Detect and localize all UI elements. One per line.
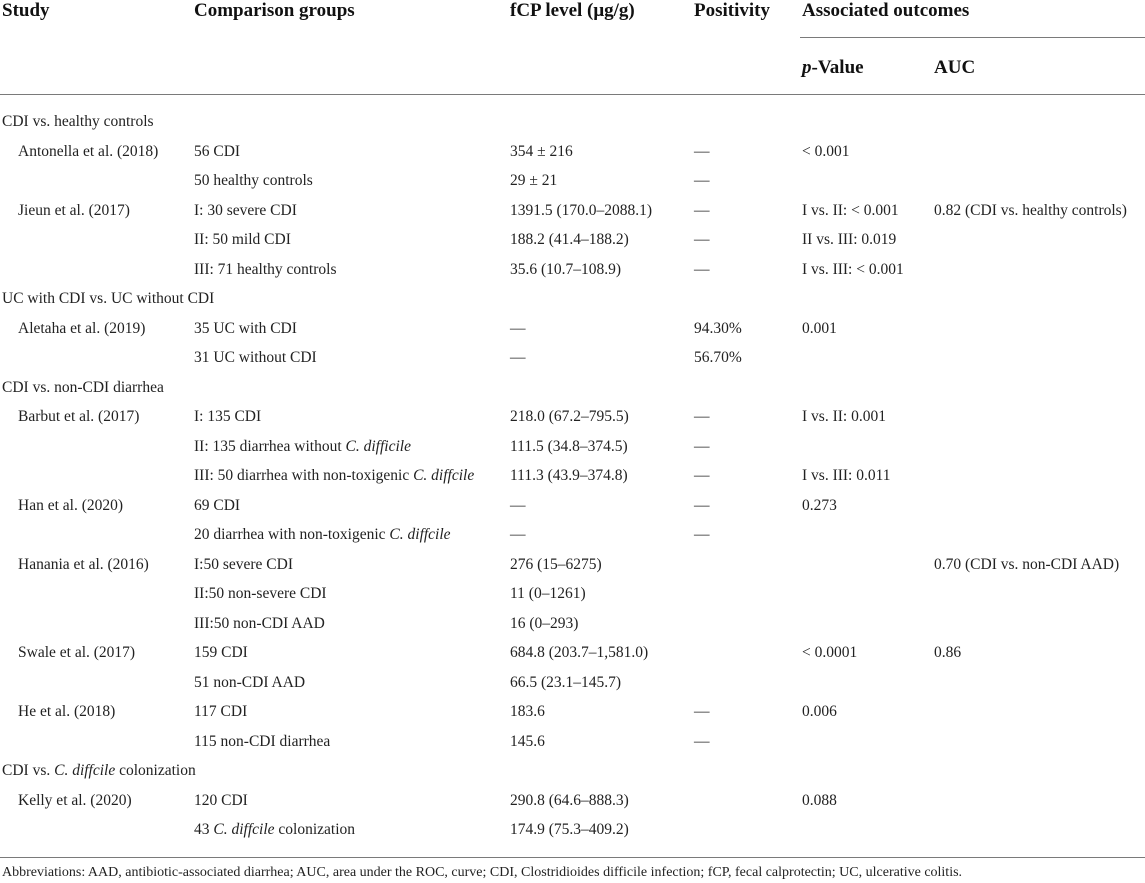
- text-segment: 56 CDI: [194, 142, 241, 160]
- p-value-cell: I vs. II: < 0.001: [802, 201, 899, 219]
- italic-organism-name: C. difficile: [345, 437, 411, 455]
- comparison-group-cell: [194, 225, 291, 254]
- table-row: [0, 196, 1145, 225]
- section-row: [0, 756, 1145, 785]
- p-value-cell: 0.006: [802, 703, 837, 720]
- text-segment: III: 71 healthy controls: [194, 260, 337, 278]
- auc-cell: 0.82 (CDI vs. healthy controls): [934, 201, 1127, 219]
- text-segment: colonization: [274, 821, 356, 838]
- comparison-group-cell: [194, 815, 355, 844]
- comparison-group-cell: [194, 550, 293, 579]
- comparison-group-cell: [194, 343, 317, 372]
- comparison-group-cell: [194, 697, 247, 726]
- section-row: [0, 107, 1145, 136]
- text-segment: III: 50 diarrhea with non-toxigenic: [194, 467, 414, 484]
- fcp-level-cell: 29 ± 21: [510, 172, 558, 189]
- section-label: [2, 284, 214, 313]
- table-row: [0, 609, 1145, 638]
- table-row: [0, 255, 1145, 284]
- section-row: [0, 284, 1145, 313]
- section-row: [0, 373, 1145, 402]
- text-segment: UC with CDI vs. UC without CDI: [2, 290, 215, 307]
- fcp-level-cell: 1391.5 (170.0–2088.1): [510, 201, 653, 219]
- header-associated-outcomes: Associated outcomes: [802, 0, 970, 21]
- italic-organism-name: C. diffcile: [413, 467, 475, 484]
- text-segment: II:50 non-severe CDI: [194, 585, 327, 602]
- p-value-cell: I vs. II: 0.001: [802, 408, 886, 425]
- text-segment: 20 diarrhea with non-toxigenic: [194, 526, 390, 543]
- table-row: [0, 491, 1145, 520]
- fcp-level-cell: 174.9 (75.3–409.2): [510, 821, 629, 838]
- p-value-cell: 0.001: [802, 319, 837, 337]
- positivity-cell: —: [694, 496, 710, 514]
- study-cell: He et al. (2018): [18, 703, 116, 720]
- header-study: Study: [2, 0, 50, 21]
- text-segment: I:50 severe CDI: [194, 555, 293, 573]
- text-segment: 115 non-CDI diarrhea: [194, 732, 331, 750]
- text-segment: III:50 non-CDI AAD: [194, 614, 325, 632]
- text-segment: 35 UC with CDI: [194, 319, 297, 337]
- fcp-level-cell: —: [510, 526, 526, 543]
- fcp-level-cell: 16 (0–293): [510, 614, 579, 632]
- fcp-level-cell: —: [510, 496, 526, 514]
- text-segment: II: 135 diarrhea without: [194, 437, 346, 455]
- positivity-cell: 94.30%: [694, 319, 742, 337]
- text-segment: 120 CDI: [194, 791, 248, 809]
- study-cell: Aletaha et al. (2019): [18, 319, 146, 337]
- study-cell: Jieun et al. (2017): [18, 201, 130, 219]
- fcp-level-cell: 218.0 (67.2–795.5): [510, 408, 629, 425]
- comparison-group-cell: [194, 402, 261, 431]
- table-row: [0, 402, 1145, 431]
- table-row: [0, 638, 1145, 667]
- text-segment: 43: [194, 821, 214, 838]
- fcp-level-cell: 111.3 (43.9–374.8): [510, 467, 628, 484]
- comparison-group-cell: [194, 314, 297, 343]
- fcp-level-cell: 188.2 (41.4–188.2): [510, 231, 629, 248]
- header-auc: AUC: [934, 57, 976, 78]
- auc-cell: 0.70 (CDI vs. non-CDI AAD): [934, 555, 1120, 573]
- fcp-level-cell: —: [510, 349, 526, 366]
- study-cell: Kelly et al. (2020): [18, 791, 132, 809]
- study-cell: Hanania et al. (2016): [18, 555, 149, 573]
- comparison-group-cell: [194, 166, 313, 195]
- comparison-group-cell: [194, 579, 327, 608]
- table-row: [0, 225, 1145, 254]
- comparison-group-cell: [194, 137, 240, 166]
- header-positivity: Positivity: [694, 0, 770, 21]
- comparison-group-cell: [194, 609, 325, 638]
- table-row: [0, 343, 1145, 372]
- study-cell: Antonella et al. (2018): [18, 142, 159, 160]
- study-cell: Barbut et al. (2017): [18, 408, 140, 425]
- p-value-cell: I vs. III: 0.011: [802, 467, 891, 484]
- positivity-cell: —: [694, 437, 710, 455]
- section-label: [2, 107, 154, 136]
- italic-organism-name: C. diffcile: [389, 526, 451, 543]
- positivity-cell: —: [694, 408, 710, 425]
- header-bottom-rule: [0, 94, 1145, 95]
- comparison-group-cell: [194, 668, 305, 697]
- text-segment: II: 50 mild CDI: [194, 231, 291, 248]
- fcp-level-cell: 354 ± 216: [510, 142, 573, 160]
- fcp-level-cell: 145.6: [510, 732, 545, 750]
- positivity-cell: —: [694, 260, 710, 278]
- header-subrule: [800, 37, 1145, 38]
- positivity-cell: —: [694, 142, 710, 160]
- table-row: [0, 579, 1145, 608]
- table-bottom-rule: [0, 857, 1145, 858]
- fcp-level-cell: —: [510, 319, 526, 337]
- p-value-cell: < 0.0001: [802, 644, 858, 661]
- fcp-level-cell: 11 (0–1261): [510, 585, 586, 602]
- text-segment: CDI vs. healthy controls: [2, 113, 154, 130]
- italic-organism-name: C. diffcile: [54, 762, 116, 779]
- positivity-cell: —: [694, 172, 710, 189]
- table-row: [0, 697, 1145, 726]
- header-comparison-groups: Comparison groups: [194, 0, 355, 21]
- fcp-level-cell: 276 (15–6275): [510, 555, 602, 573]
- table-row: [0, 786, 1145, 815]
- p-value-cell: II vs. III: 0.019: [802, 231, 897, 248]
- study-cell: Han et al. (2020): [18, 496, 124, 514]
- section-label: [2, 756, 196, 785]
- table-row: [0, 520, 1145, 549]
- italic-organism-name: C. diffcile: [213, 821, 275, 838]
- table-row: [0, 550, 1145, 579]
- fcp-level-cell: 111.5 (34.8–374.5): [510, 437, 628, 455]
- comparison-group-cell: [194, 491, 240, 520]
- positivity-cell: —: [694, 732, 710, 750]
- fcp-level-cell: 290.8 (64.6–888.3): [510, 791, 629, 809]
- section-label: [2, 373, 164, 402]
- text-segment: 50 healthy controls: [194, 172, 313, 189]
- comparison-group-cell: [194, 520, 451, 549]
- p-value-cell: 0.273: [802, 496, 837, 514]
- comparison-group-cell: [194, 432, 411, 461]
- table-row: [0, 137, 1145, 166]
- p-value-cell: 0.088: [802, 791, 837, 809]
- table-row: [0, 432, 1145, 461]
- comparison-group-cell: [194, 727, 330, 756]
- p-value-cell: < 0.001: [802, 142, 850, 160]
- fcp-level-cell: 35.6 (10.7–108.9): [510, 260, 622, 278]
- positivity-cell: —: [694, 526, 710, 543]
- fcp-level-cell: 183.6: [510, 703, 545, 720]
- text-segment: I: 30 severe CDI: [194, 201, 297, 219]
- fcp-level-cell: 684.8 (203.7–1,581.0): [510, 644, 649, 661]
- table-row: [0, 727, 1145, 756]
- auc-cell: 0.86: [934, 644, 962, 661]
- comparison-group-cell: [194, 638, 248, 667]
- comparison-group-cell: [194, 196, 297, 225]
- positivity-cell: —: [694, 467, 710, 484]
- table-row: [0, 815, 1145, 844]
- table-row: [0, 166, 1145, 195]
- comparison-group-cell: [194, 255, 336, 284]
- header-fcp-level: fCP level (μg/g): [510, 0, 635, 21]
- text-segment: 51 non-CDI AAD: [194, 673, 306, 691]
- footnote: Abbreviations: AAD, antibiotic-associated diarrhea; AUC, area under the ROC, curve; CDI, Clostridioides difficile infection; fCP, fecal calprotectin; UC, ulcerative colitis.: [2, 865, 963, 880]
- table-row: [0, 461, 1145, 490]
- text-segment: 69 CDI: [194, 496, 241, 514]
- text-segment: colonization: [115, 762, 196, 779]
- text-segment: 117 CDI: [194, 703, 248, 720]
- positivity-cell: —: [694, 231, 710, 248]
- text-segment: CDI vs.: [2, 762, 55, 779]
- comparison-group-cell: [194, 461, 474, 490]
- comparison-group-cell: [194, 786, 248, 815]
- text-segment: 159 CDI: [194, 644, 248, 661]
- header-p-value: p-Value: [802, 57, 864, 78]
- text-segment: 31 UC without CDI: [194, 349, 317, 366]
- fcp-level-cell: 66.5 (23.1–145.7): [510, 673, 622, 691]
- positivity-cell: —: [694, 703, 710, 720]
- text-segment: I: 135 CDI: [194, 408, 262, 425]
- positivity-cell: 56.70%: [694, 349, 742, 366]
- p-value-cell: I vs. III: < 0.001: [802, 260, 904, 278]
- table-row: [0, 668, 1145, 697]
- positivity-cell: —: [694, 201, 710, 219]
- text-segment: CDI vs. non-CDI diarrhea: [2, 378, 164, 396]
- table-row: [0, 314, 1145, 343]
- study-cell: Swale et al. (2017): [18, 644, 136, 661]
